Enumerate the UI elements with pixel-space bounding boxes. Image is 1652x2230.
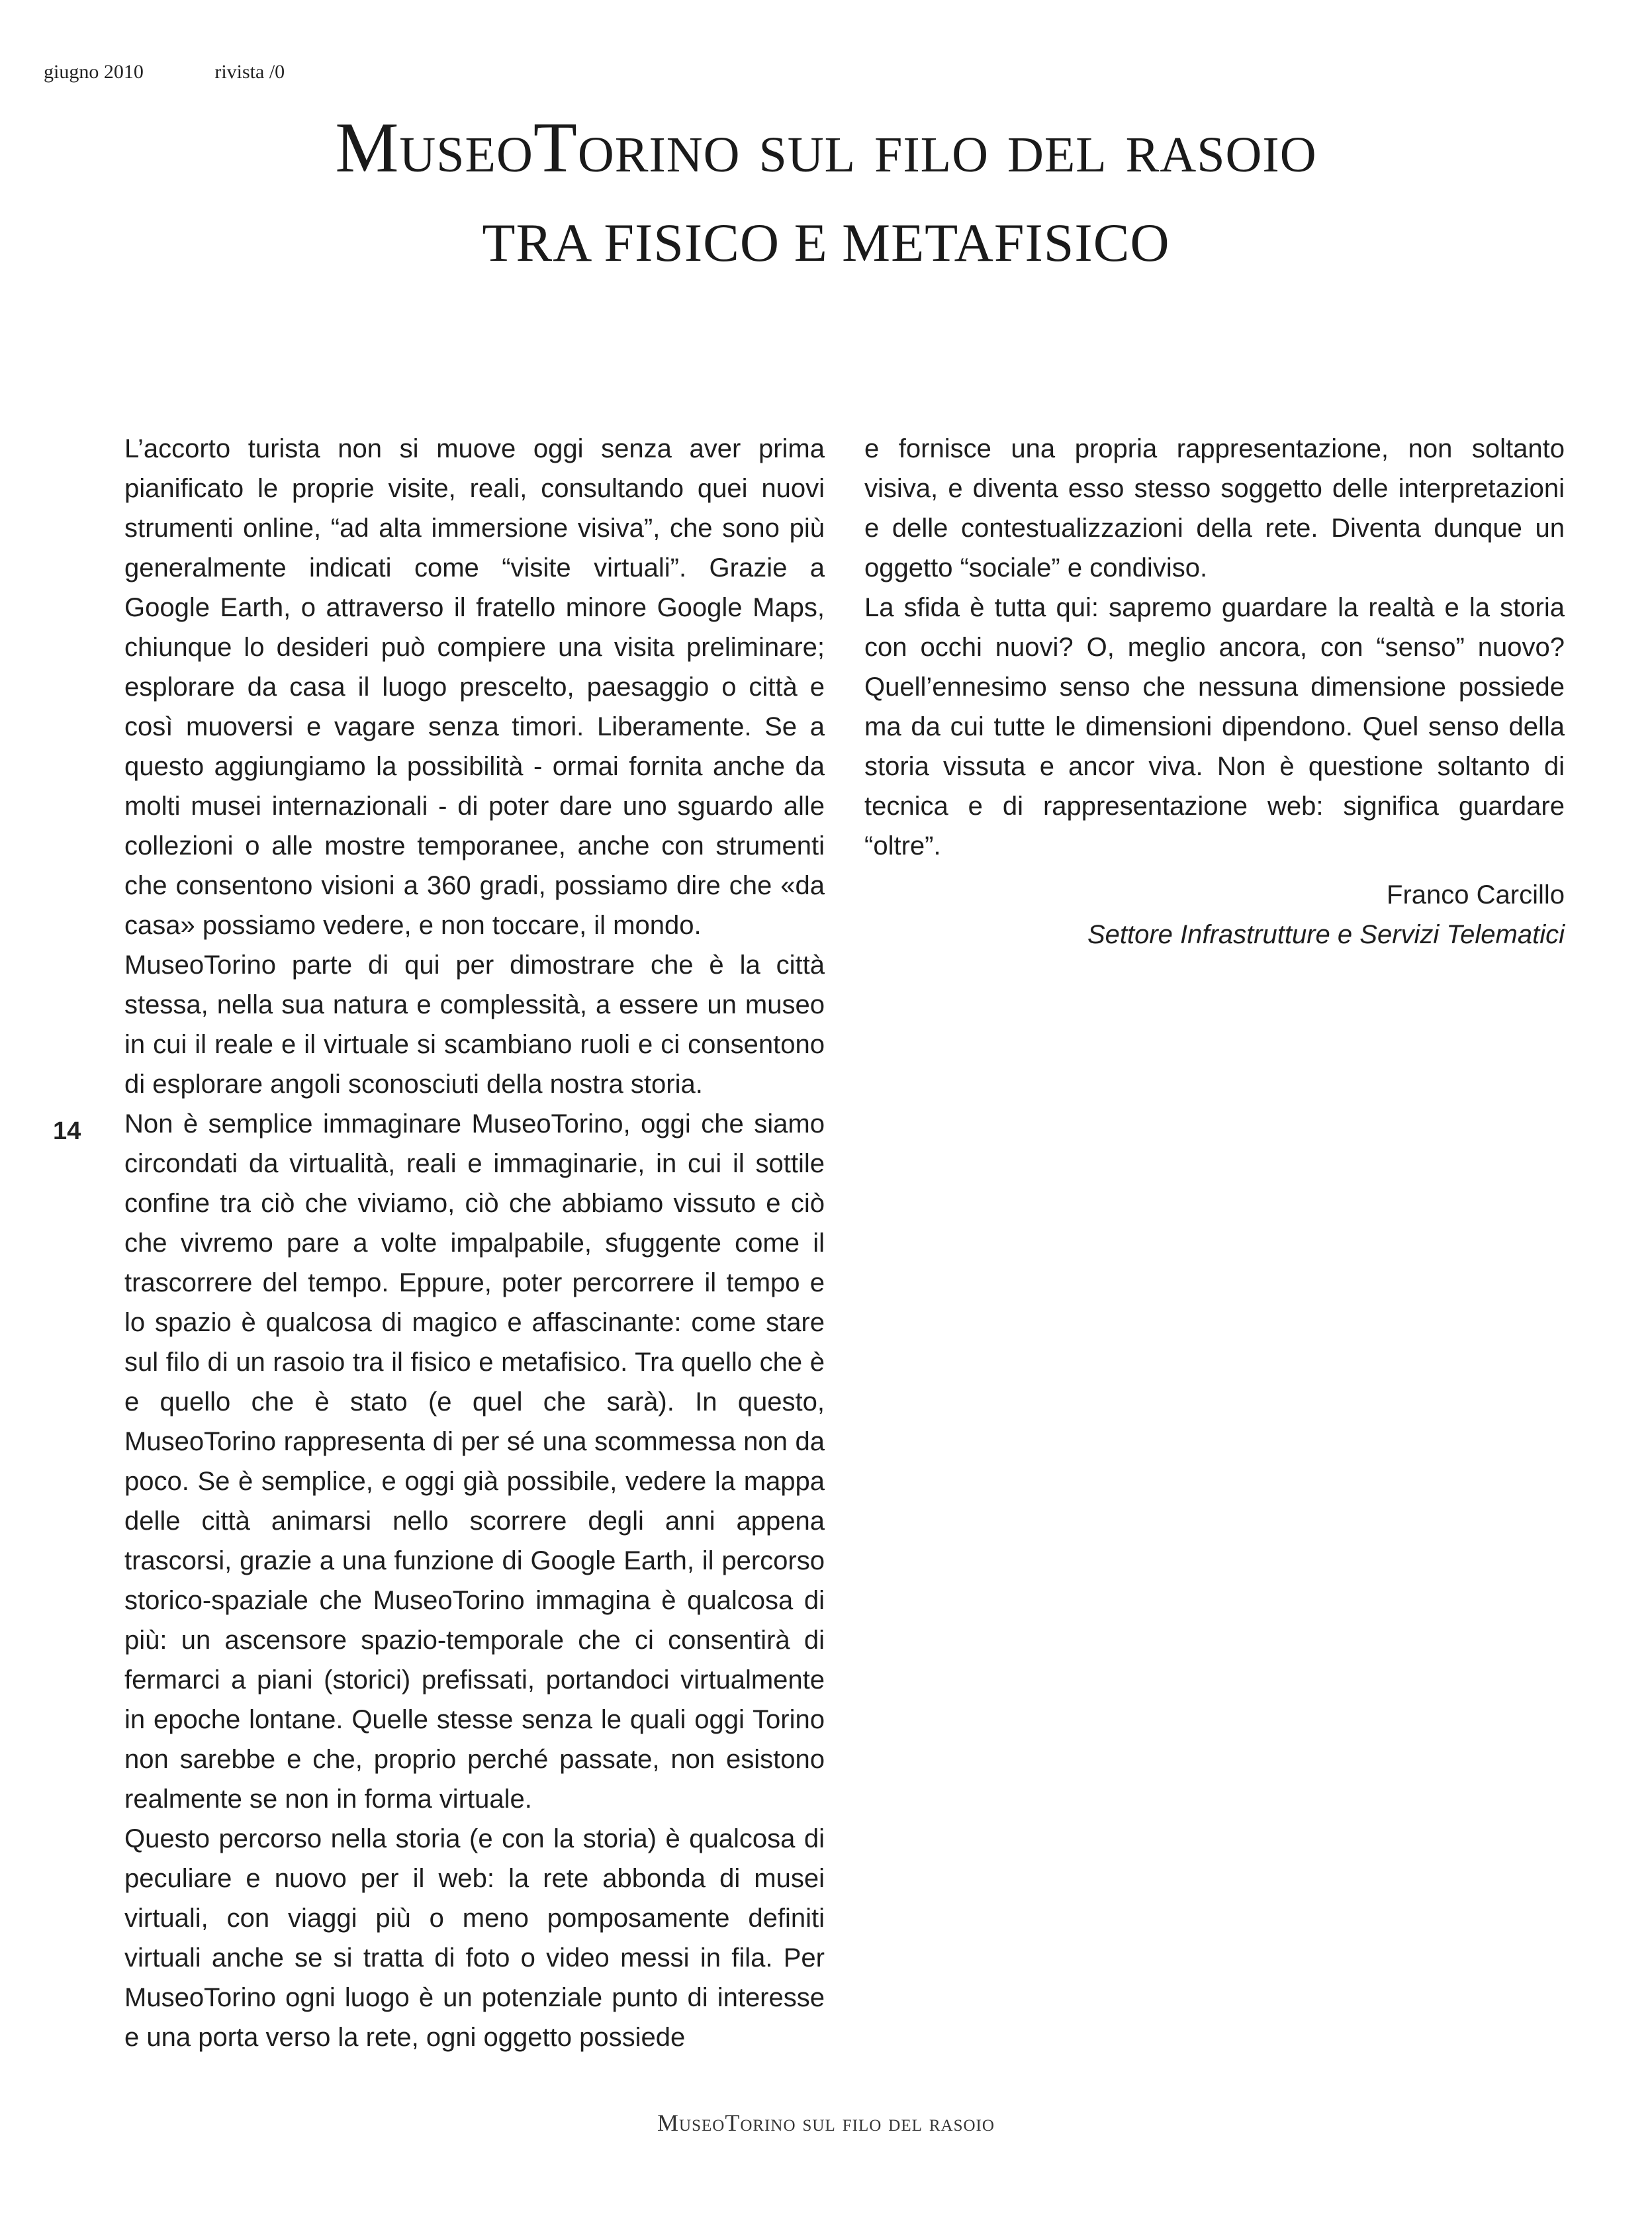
paragraph: Questo percorso nella storia (e con la storia) è qualcosa di peculiare e nuovo per il web: la rete abbonda di musei virtuali, con viaggi più o meno pomposamente definiti virtuali anche se si tratta di foto o video messi in fila. Per MuseoTorino ogni luogo è un potenziale punto di interesse e una porta verso la rete, ogni oggetto possiede — [124, 1824, 825, 2052]
body-column-left — [124, 429, 825, 2057]
issue-date: giugno 2010 — [44, 61, 144, 83]
author-name: Franco Carcillo — [1387, 880, 1565, 909]
running-header — [44, 61, 285, 83]
paragraph: La sfida è tutta qui: sapremo guardare la realtà e la storia con occhi nuovi? O, meglio ancora, con “senso” nuovo? Quell’ennesimo senso che nessuna dimensione possiede ma da cui tutte le dimensioni dipendono. Quel senso della storia vissuta e ancor viva. Non è questione soltanto di tecnica e di rappresentazione web: significa guardare “oltre”. — [864, 593, 1565, 860]
author-role: Settore Infrastrutture e Servizi Telematici — [1087, 920, 1565, 949]
paragraph: MuseoTorino parte di qui per dimostrare che è la città stessa, nella sua natura e complessità, a essere un museo in cui il reale e il virtuale si scambiano ruoli e ci consentono di esplorare angoli sconosciuti della nostra storia. — [124, 951, 825, 1099]
paragraph: Non è semplice immaginare MuseoTorino, oggi che siamo circondati da virtualità, reali e immaginarie, in cui il sottile confine tra ciò che viviamo, ciò che abbiamo vissuto e ciò che vivremo pare a volte impalpabile, sfuggente come il trascorrere del tempo. Eppure, poter percorrere il tempo e lo spazio è qualcosa di magico e affascinante: come stare sul filo di un rasoio tra il fisico e metafisico. Tra quello che è e quello che è stato (e quel che sarà). In questo, MuseoTorino rappresenta di per sé una scommessa non da poco. Se è semplice, e oggi già possibile, vedere la mappa delle città animarsi nello scorrere degli anni appena trascorsi, grazie a una funzione di Google Earth, il percorso storico-spaziale che MuseoTorino immagina è qualcosa di più: un ascensore spazio-temporale che ci consentirà di fermarci a piani (storici) prefissati, portandoci virtualmente in epoche lontane. Quelle stesse senza le quali oggi Torino non sarebbe e che, proprio perché passate, non esistono realmente se non in forma virtuale. — [124, 1109, 825, 1814]
author-signature — [864, 875, 1565, 954]
page-number: 14 — [53, 1117, 81, 1145]
paragraph: L’accorto turista non si muove oggi senza aver prima pianificato le proprie visite, reali, consultando quei nuovi strumenti online, “ad alta immersione visiva”, che sono più generalmente indicati come “visite virtuali”. Grazie a Google Earth, o attraverso il fratello minore Google Maps, chiunque lo desideri può compiere una visita preliminare; esplorare da casa il luogo prescelto, paesaggio o città e così muoversi e vagare senza timori. Liberamente. Se a questo aggiungiamo la possibilità - ormai fornita anche da molti musei internazionali - di poter dare uno sguardo alle collezioni o alle mostre temporanee, anche con strumenti che consentono visioni a 360 gradi, possiamo dire che «da casa» possiamo vedere, e non toccare, il mondo. — [124, 434, 825, 940]
paragraph: e fornisce una propria rappresentazione, non soltanto visiva, e diventa esso stesso soggetto delle interpretazioni e delle contestualizzazioni della rete. Diventa dunque un oggetto “sociale” e condiviso. — [864, 434, 1565, 582]
running-footer: MuseoTorino sul filo del rasoio — [657, 2110, 995, 2136]
title-main: MuseoTorino sul filo del rasoio — [335, 109, 1317, 187]
article-title — [0, 109, 1652, 273]
body-column-right — [864, 429, 1565, 866]
title-sub: TRA FISICO E METAFISICO — [482, 212, 1170, 273]
issue-number: rivista /0 — [214, 61, 285, 83]
